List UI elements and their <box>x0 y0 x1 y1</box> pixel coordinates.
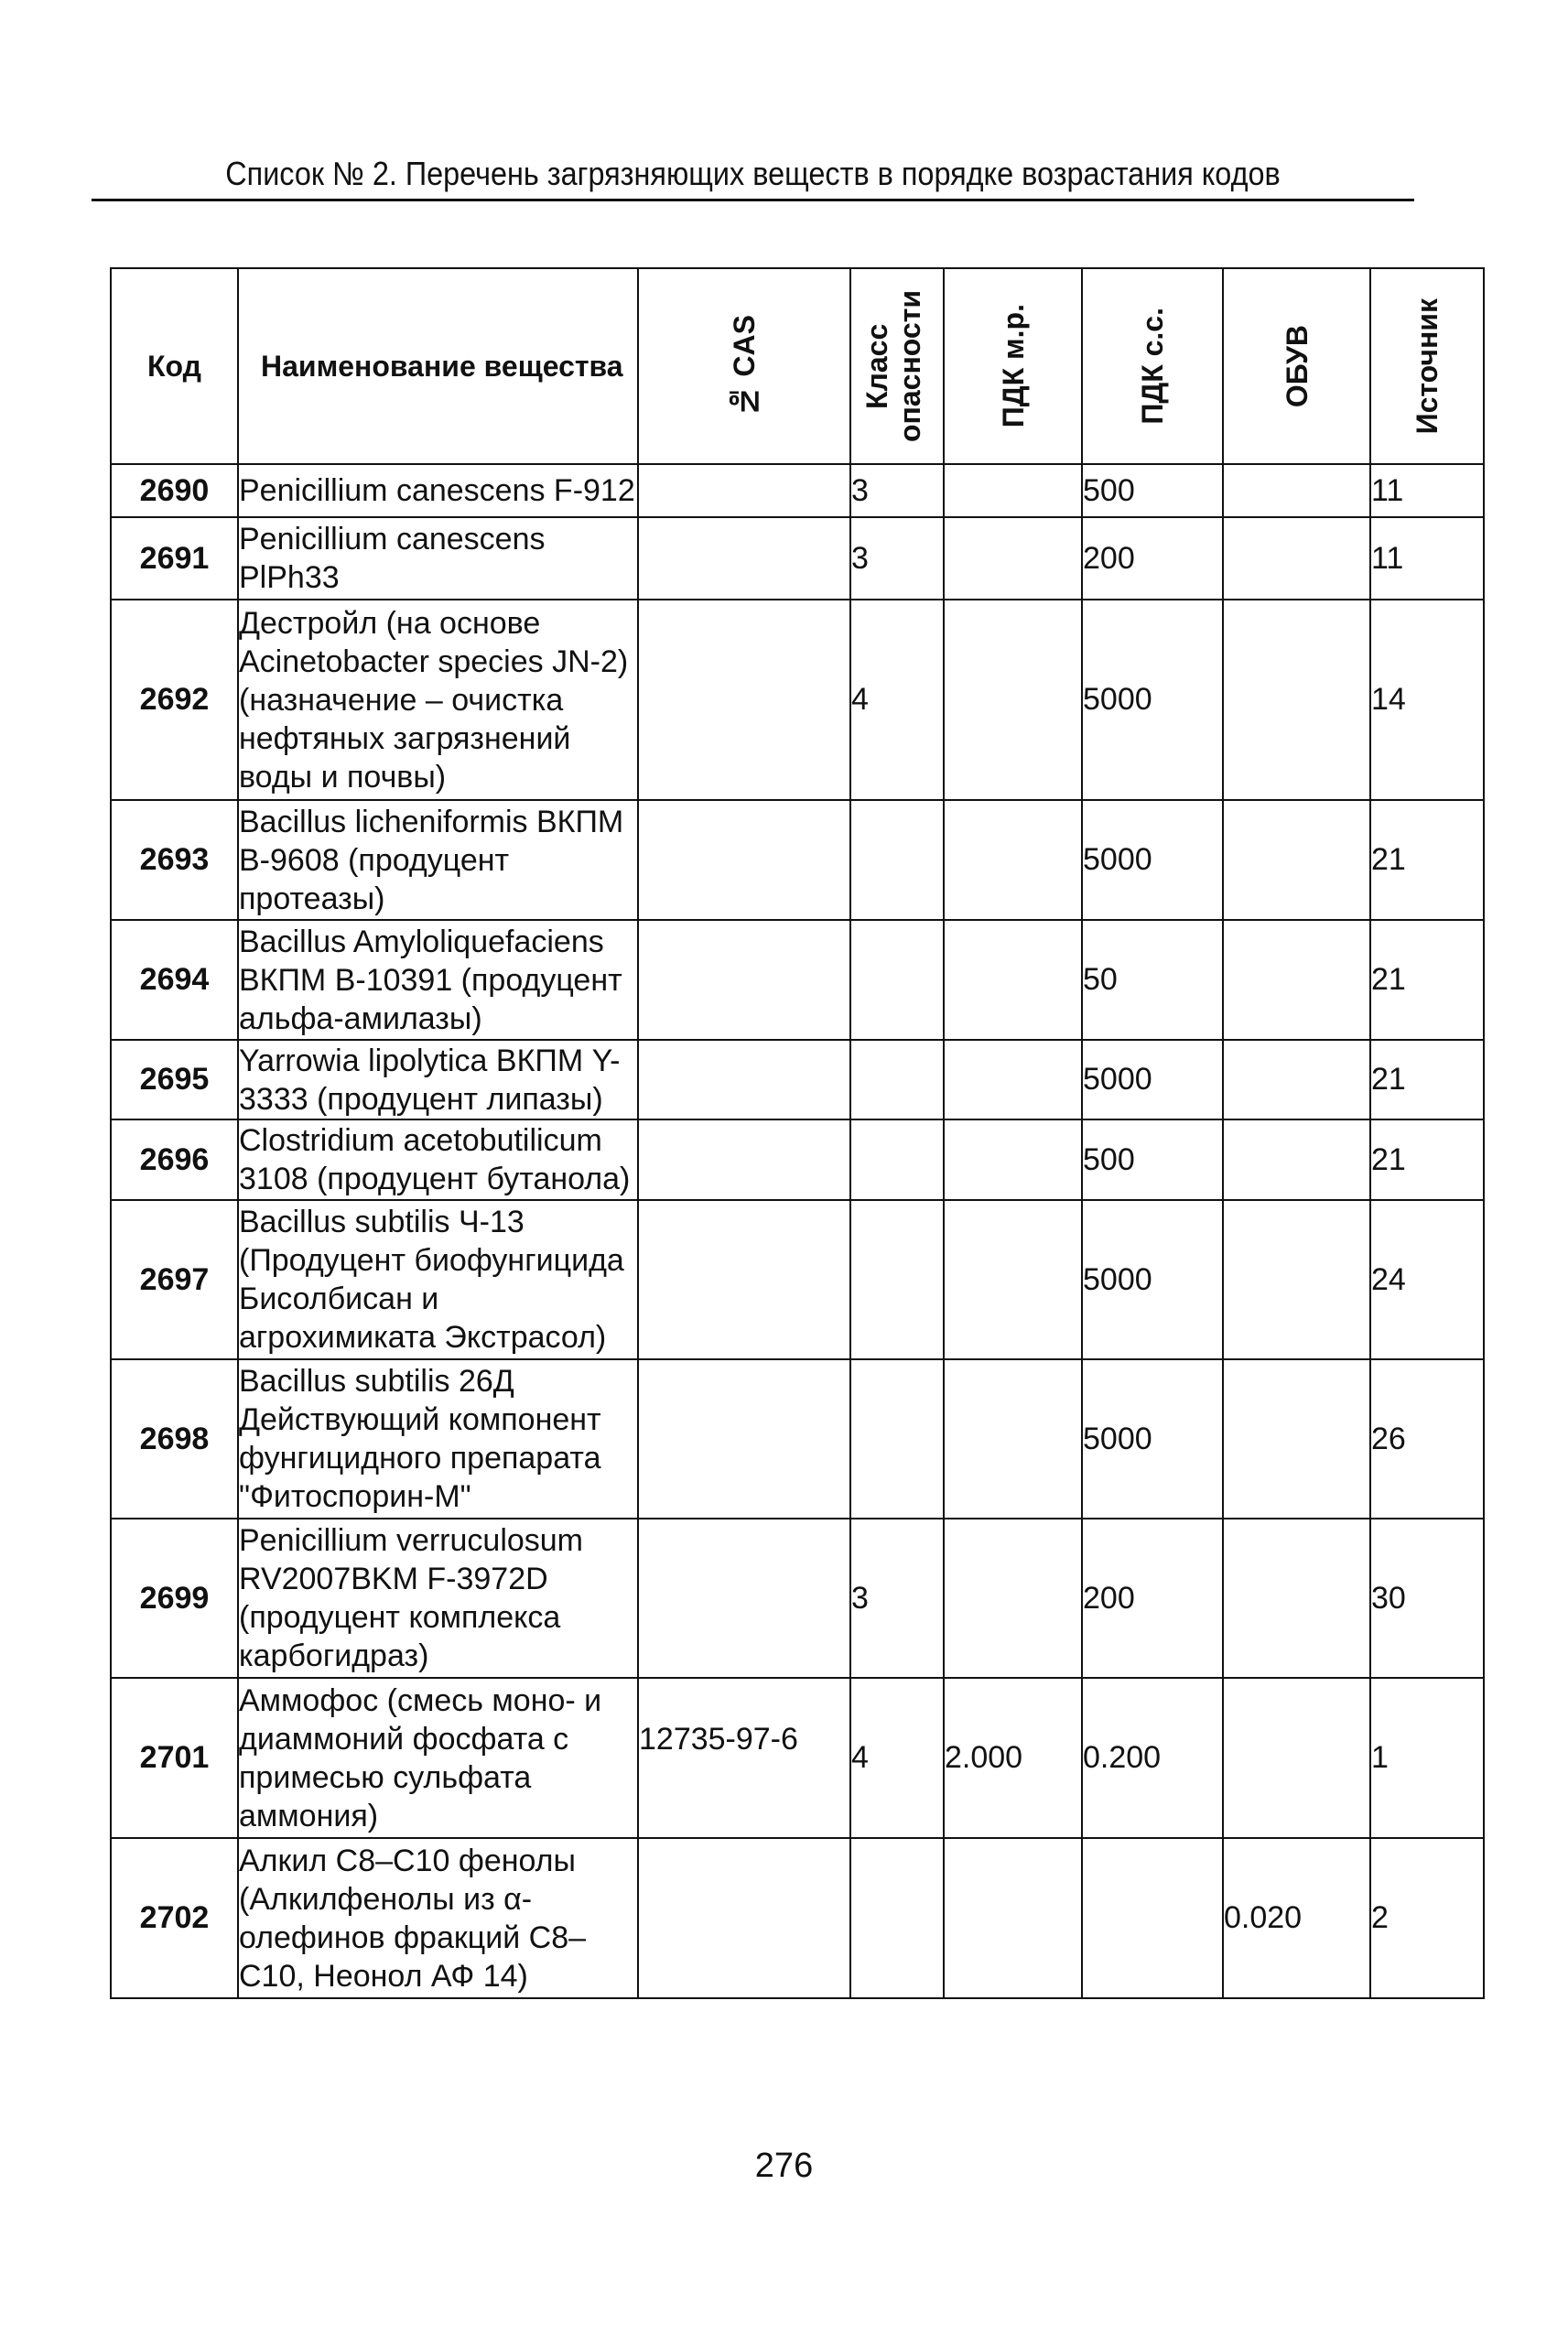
cell-name: Yarrowia lipolytica ВКПМ Y-3333 (продуцент липазы) <box>238 1040 638 1119</box>
table-row <box>111 1040 1484 1119</box>
table-row <box>111 1119 1484 1200</box>
cell-hazard-class <box>850 1838 944 1998</box>
column-header-mac-daily: ПДК с.с. <box>1082 268 1223 464</box>
table-row <box>111 464 1484 517</box>
cell-cas <box>638 600 850 800</box>
table-row <box>111 1838 1484 1998</box>
table-row <box>111 920 1484 1040</box>
cell-obuv: 0.020 <box>1223 1838 1370 1998</box>
cell-name: Bacillus licheniformis ВКПМ В-9608 (продуцент протеазы) <box>238 800 638 920</box>
cell-source: 14 <box>1370 600 1484 800</box>
cell-source: 11 <box>1370 464 1484 517</box>
cell-code: 2701 <box>111 1678 238 1838</box>
cell-mac-daily: 0.200 <box>1082 1678 1223 1838</box>
table-row <box>111 1200 1484 1359</box>
cell-hazard-class <box>850 1119 944 1200</box>
cell-name: Penicillium canescens F-912 <box>238 464 638 517</box>
cell-mac-daily: 50 <box>1082 920 1223 1040</box>
cell-hazard-class: 4 <box>850 600 944 800</box>
page-title: Список № 2. Перечень загрязняющих веществ в порядке возрастания кодов <box>225 155 1281 192</box>
column-header-cas: № CAS <box>638 268 850 464</box>
cell-obuv <box>1223 600 1370 800</box>
cell-mac-max <box>944 1838 1082 1998</box>
cell-code: 2690 <box>111 464 238 517</box>
cell-name: Clostridium acetobutilicum 3108 (продуцент бутанола) <box>238 1119 638 1200</box>
cell-source: 21 <box>1370 1119 1484 1200</box>
cell-cas: 12735-97-6 <box>638 1678 850 1838</box>
cell-source: 11 <box>1370 517 1484 600</box>
cell-name: Penicillium verruculosum RV2007BKM F-3972D (продуцент комплекса карбогидраз) <box>238 1519 638 1678</box>
column-header-hazard-class: Класс опасности <box>850 268 944 464</box>
column-header-source: Источник <box>1370 268 1484 464</box>
cell-hazard-class <box>850 920 944 1040</box>
substances-table <box>110 267 1485 1999</box>
column-header-obuv: ОБУВ <box>1223 268 1370 464</box>
cell-hazard-class <box>850 1200 944 1359</box>
cell-obuv <box>1223 1119 1370 1200</box>
cell-source: 24 <box>1370 1200 1484 1359</box>
cell-source: 26 <box>1370 1359 1484 1519</box>
cell-name: Аммофос (смесь моно- и диаммоний фосфата с примесью сульфата аммония) <box>238 1678 638 1838</box>
cell-mac-daily: 500 <box>1082 464 1223 517</box>
cell-mac-max <box>944 800 1082 920</box>
table-row <box>111 800 1484 920</box>
cell-hazard-class: 3 <box>850 517 944 600</box>
cell-mac-daily: 200 <box>1082 1519 1223 1678</box>
column-header-mac-max: ПДК м.р. <box>944 268 1082 464</box>
cell-cas <box>638 464 850 517</box>
cell-source: 30 <box>1370 1519 1484 1678</box>
cell-obuv <box>1223 1519 1370 1678</box>
cell-obuv <box>1223 1200 1370 1359</box>
cell-source: 21 <box>1370 920 1484 1040</box>
cell-source: 21 <box>1370 800 1484 920</box>
cell-name: Bacillus subtilis Ч-13 (Продуцент биофунгицида Бисолбисан и агрохимиката Экстрасол) <box>238 1200 638 1359</box>
cell-mac-daily: 5000 <box>1082 1040 1223 1119</box>
cell-code: 2697 <box>111 1200 238 1359</box>
cell-hazard-class: 3 <box>850 1519 944 1678</box>
cell-code: 2696 <box>111 1119 238 1200</box>
cell-hazard-class <box>850 800 944 920</box>
cell-name: Дестройл (на основе Acinetobacter species JN-2) (назначение – очистка нефтяных загрязнений воды и почвы) <box>238 600 638 800</box>
cell-code: 2699 <box>111 1519 238 1678</box>
cell-cas <box>638 800 850 920</box>
cell-code: 2691 <box>111 517 238 600</box>
cell-hazard-class <box>850 1040 944 1119</box>
cell-obuv <box>1223 464 1370 517</box>
cell-obuv <box>1223 800 1370 920</box>
cell-cas <box>638 1040 850 1119</box>
cell-mac-max: 2.000 <box>944 1678 1082 1838</box>
cell-mac-daily: 5000 <box>1082 600 1223 800</box>
cell-mac-max <box>944 517 1082 600</box>
column-header-code: Код <box>111 268 238 464</box>
cell-source: 1 <box>1370 1678 1484 1838</box>
cell-cas <box>638 1519 850 1678</box>
cell-mac-daily: 5000 <box>1082 800 1223 920</box>
cell-cas <box>638 517 850 600</box>
cell-obuv <box>1223 1040 1370 1119</box>
cell-code: 2695 <box>111 1040 238 1119</box>
cell-mac-max <box>944 1359 1082 1519</box>
cell-obuv <box>1223 517 1370 600</box>
table-row <box>111 517 1484 600</box>
cell-name: Bacillus Amyloliquefaciens ВКПМ В-10391 (продуцент альфа-амилазы) <box>238 920 638 1040</box>
column-header-name: Наименование вещества <box>238 268 638 464</box>
cell-source: 21 <box>1370 1040 1484 1119</box>
cell-obuv <box>1223 1359 1370 1519</box>
cell-mac-daily: 200 <box>1082 517 1223 600</box>
cell-code: 2693 <box>111 800 238 920</box>
cell-hazard-class <box>850 1359 944 1519</box>
cell-cas <box>638 1838 850 1998</box>
cell-code: 2694 <box>111 920 238 1040</box>
cell-hazard-class: 4 <box>850 1678 944 1838</box>
cell-cas <box>638 920 850 1040</box>
cell-hazard-class: 3 <box>850 464 944 517</box>
cell-mac-max <box>944 600 1082 800</box>
cell-mac-max <box>944 1200 1082 1359</box>
table-row <box>111 1519 1484 1678</box>
cell-code: 2702 <box>111 1838 238 1998</box>
cell-obuv <box>1223 920 1370 1040</box>
cell-code: 2692 <box>111 600 238 800</box>
cell-mac-daily <box>1082 1838 1223 1998</box>
cell-mac-max <box>944 1519 1082 1678</box>
cell-mac-daily: 5000 <box>1082 1200 1223 1359</box>
cell-mac-max <box>944 1119 1082 1200</box>
page-number: 276 <box>754 2147 814 2185</box>
cell-obuv <box>1223 1678 1370 1838</box>
cell-mac-max <box>944 920 1082 1040</box>
cell-name: Penicillium canescens PlPh33 <box>238 517 638 600</box>
cell-cas <box>638 1359 850 1519</box>
cell-mac-daily: 5000 <box>1082 1359 1223 1519</box>
table-header-row <box>111 268 1484 464</box>
cell-mac-max <box>944 464 1082 517</box>
table-row <box>111 1678 1484 1838</box>
cell-cas <box>638 1119 850 1200</box>
cell-code: 2698 <box>111 1359 238 1519</box>
cell-name: Алкил C8–C10 фенолы (Алкилфенолы из α-олефинов фракций C8–C10, Неонол АФ 14) <box>238 1838 638 1998</box>
cell-mac-max <box>944 1040 1082 1119</box>
table-row <box>111 600 1484 800</box>
cell-mac-daily: 500 <box>1082 1119 1223 1200</box>
table-row <box>111 1359 1484 1519</box>
cell-source: 2 <box>1370 1838 1484 1998</box>
title-underline <box>92 199 1414 201</box>
cell-cas <box>638 1200 850 1359</box>
cell-name: Bacillus subtilis 26Д Действующий компонент фунгицидного препарата "Фитоспорин-М" <box>238 1359 638 1519</box>
